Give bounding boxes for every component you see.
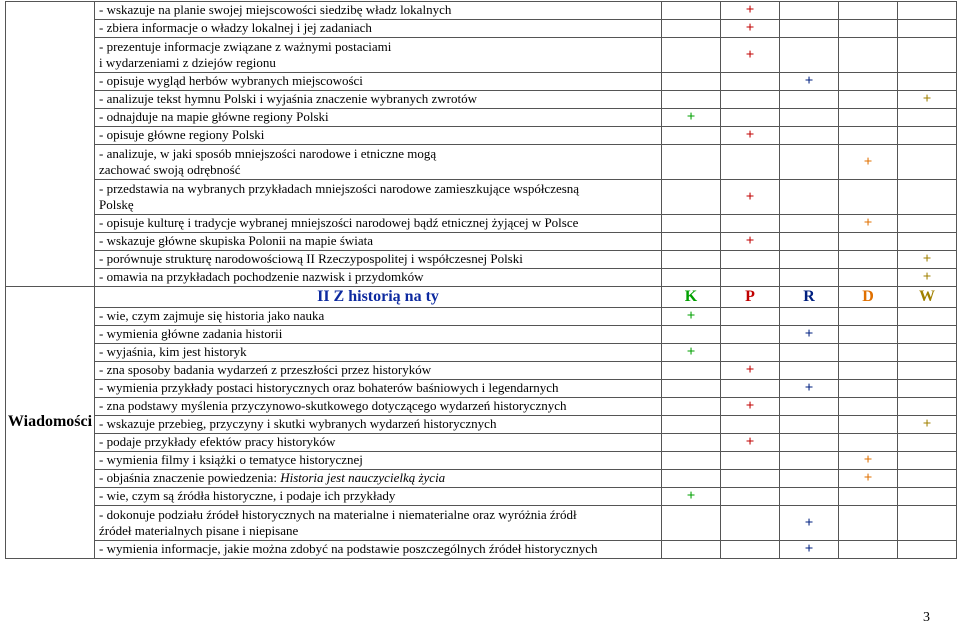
grade-mark-w xyxy=(898,109,957,127)
grade-mark-p xyxy=(721,145,780,180)
grade-mark-d xyxy=(839,541,898,559)
grade-mark-k xyxy=(662,506,721,541)
grade-mark-w: + xyxy=(898,416,957,434)
grade-mark-r xyxy=(780,344,839,362)
grade-mark-r xyxy=(780,398,839,416)
table-row xyxy=(6,2,957,20)
grade-mark-k xyxy=(662,20,721,38)
grade-mark-r xyxy=(780,127,839,145)
grade-mark-d xyxy=(839,326,898,344)
grade-mark-p xyxy=(721,470,780,488)
grade-mark-w xyxy=(898,73,957,91)
grade-mark-w xyxy=(898,434,957,452)
page-number: 3 xyxy=(923,610,930,625)
requirement-text: - analizuje, w jaki sposób mniejszości narodowe i etniczne mogą zachować swoją odrębność xyxy=(95,145,662,180)
grade-mark-d xyxy=(839,20,898,38)
table-row xyxy=(6,416,957,434)
grade-mark-p: + xyxy=(721,2,780,20)
grade-mark-p xyxy=(721,269,780,287)
grade-mark-r xyxy=(780,362,839,380)
grade-mark-w xyxy=(898,344,957,362)
grade-mark-w xyxy=(898,506,957,541)
grade-mark-k xyxy=(662,470,721,488)
requirements-table xyxy=(5,1,957,559)
grade-mark-r: + xyxy=(780,326,839,344)
requirement-text: - wie, czym są źródła historyczne, i podaje ich przykłady xyxy=(95,488,662,506)
section-title: II Z historią na ty xyxy=(95,287,662,308)
grade-mark-d xyxy=(839,488,898,506)
grade-mark-d: + xyxy=(839,452,898,470)
grade-mark-p: + xyxy=(721,127,780,145)
grade-mark-d xyxy=(839,251,898,269)
grade-mark-d xyxy=(839,38,898,73)
requirement-text: - odnajduje na mapie główne regiony Polski xyxy=(95,109,662,127)
grade-header-p: P xyxy=(721,287,780,308)
grade-mark-r xyxy=(780,109,839,127)
table-row xyxy=(6,233,957,251)
table-row xyxy=(6,541,957,559)
grade-mark-r xyxy=(780,91,839,109)
requirement-text: - porównuje strukturę narodowościową II Rzeczypospolitej i współczesnej Polski xyxy=(95,251,662,269)
grade-mark-k xyxy=(662,38,721,73)
grade-mark-d xyxy=(839,73,898,91)
grade-mark-d: + xyxy=(839,470,898,488)
table-row xyxy=(6,470,957,488)
grade-mark-r xyxy=(780,452,839,470)
grade-mark-d xyxy=(839,127,898,145)
table-row xyxy=(6,326,957,344)
grade-mark-r xyxy=(780,233,839,251)
table-row xyxy=(6,269,957,287)
requirement-text: - wskazuje na planie swojej miejscowości siedzibę władz lokalnych xyxy=(95,2,662,20)
requirement-text: - wie, czym zajmuje się historia jako nauka xyxy=(95,308,662,326)
grade-mark-w xyxy=(898,127,957,145)
grade-mark-p xyxy=(721,344,780,362)
grade-mark-d xyxy=(839,233,898,251)
grade-mark-r xyxy=(780,145,839,180)
grade-mark-r xyxy=(780,38,839,73)
grade-mark-r: + xyxy=(780,73,839,91)
grade-mark-d xyxy=(839,269,898,287)
grade-mark-p xyxy=(721,416,780,434)
requirement-text: - omawia na przykładach pochodzenie nazwisk i przydomków xyxy=(95,269,662,287)
table-row xyxy=(6,398,957,416)
grade-mark-w xyxy=(898,398,957,416)
grade-mark-r: + xyxy=(780,541,839,559)
grade-mark-d: + xyxy=(839,215,898,233)
grade-mark-p xyxy=(721,326,780,344)
grade-mark-w xyxy=(898,452,957,470)
grade-mark-p: + xyxy=(721,38,780,73)
grade-mark-k xyxy=(662,434,721,452)
grade-mark-w xyxy=(898,145,957,180)
grade-mark-k: + xyxy=(662,344,721,362)
requirement-text: - zna sposoby badania wydarzeń z przeszłości przez historyków xyxy=(95,362,662,380)
table-row xyxy=(6,434,957,452)
grade-mark-p xyxy=(721,91,780,109)
table-row xyxy=(6,215,957,233)
requirement-text: - prezentuje informacje związane z ważnymi postaciami i wydarzeniami z dziejów regionu xyxy=(95,38,662,73)
grade-mark-d xyxy=(839,380,898,398)
requirement-text: - wskazuje przebieg, przyczyny i skutki wybranych wydarzeń historycznych xyxy=(95,416,662,434)
grade-mark-p: + xyxy=(721,20,780,38)
requirement-text: - podaje przykłady efektów pracy historyków xyxy=(95,434,662,452)
grade-mark-k xyxy=(662,416,721,434)
requirement-text: - wyjaśnia, kim jest historyk xyxy=(95,344,662,362)
requirement-text: - wymienia przykłady postaci historycznych oraz bohaterów baśniowych i legendarnych xyxy=(95,380,662,398)
grade-mark-w xyxy=(898,541,957,559)
grade-mark-d xyxy=(839,398,898,416)
table-row xyxy=(6,308,957,326)
requirement-text: - opisuje wygląd herbów wybranych miejscowości xyxy=(95,73,662,91)
grade-mark-r: + xyxy=(780,380,839,398)
grade-mark-k xyxy=(662,2,721,20)
table-row xyxy=(6,506,957,541)
grade-mark-r xyxy=(780,308,839,326)
grade-mark-r xyxy=(780,488,839,506)
requirement-text: - wymienia główne zadania historii xyxy=(95,326,662,344)
grade-mark-p xyxy=(721,109,780,127)
grade-mark-d xyxy=(839,434,898,452)
grade-mark-k xyxy=(662,269,721,287)
grade-mark-w xyxy=(898,488,957,506)
grade-mark-p xyxy=(721,73,780,91)
section-header-row xyxy=(6,287,957,308)
grade-mark-d xyxy=(839,180,898,215)
grade-mark-k xyxy=(662,233,721,251)
table-row xyxy=(6,452,957,470)
grade-mark-k xyxy=(662,398,721,416)
grade-mark-d: + xyxy=(839,145,898,180)
requirement-text: - dokonuje podziału źródeł historycznych na materialne i niematerialne oraz wyróżnia źródł źródeł materialnych pisane i niepisane xyxy=(95,506,662,541)
grade-mark-k xyxy=(662,145,721,180)
side-cell-empty xyxy=(6,2,95,287)
grade-mark-k xyxy=(662,452,721,470)
requirement-text: - opisuje główne regiony Polski xyxy=(95,127,662,145)
table-row xyxy=(6,91,957,109)
table-row xyxy=(6,180,957,215)
grade-mark-w: + xyxy=(898,269,957,287)
grade-mark-d xyxy=(839,506,898,541)
table-row xyxy=(6,362,957,380)
grade-mark-p xyxy=(721,308,780,326)
grade-mark-p xyxy=(721,251,780,269)
grade-mark-r xyxy=(780,269,839,287)
grade-mark-r xyxy=(780,416,839,434)
grade-mark-d xyxy=(839,91,898,109)
grade-mark-w xyxy=(898,215,957,233)
grade-header-w: W xyxy=(898,287,957,308)
grade-mark-k xyxy=(662,380,721,398)
grade-mark-k: + xyxy=(662,308,721,326)
table-row xyxy=(6,380,957,398)
table-row xyxy=(6,38,957,73)
grade-mark-r xyxy=(780,180,839,215)
table-row xyxy=(6,127,957,145)
grade-mark-p xyxy=(721,541,780,559)
grade-mark-w xyxy=(898,20,957,38)
table-row xyxy=(6,20,957,38)
grade-mark-d xyxy=(839,362,898,380)
requirement-text: - opisuje kulturę i tradycje wybranej mniejszości narodowej bądź etnicznej żyjącej w Polsce xyxy=(95,215,662,233)
grade-mark-r xyxy=(780,470,839,488)
grade-header-d: D xyxy=(839,287,898,308)
grade-mark-w xyxy=(898,326,957,344)
grade-mark-k xyxy=(662,326,721,344)
grade-mark-r xyxy=(780,20,839,38)
grade-mark-p: + xyxy=(721,398,780,416)
grade-header-r: R xyxy=(780,287,839,308)
table-row xyxy=(6,145,957,180)
grade-mark-k xyxy=(662,127,721,145)
grade-mark-r xyxy=(780,215,839,233)
grade-mark-d xyxy=(839,2,898,20)
grade-mark-p xyxy=(721,215,780,233)
requirement-text: - wskazuje główne skupiska Polonii na mapie świata xyxy=(95,233,662,251)
grade-mark-w xyxy=(898,180,957,215)
grade-mark-k xyxy=(662,91,721,109)
grade-header-k: K xyxy=(662,287,721,308)
grade-mark-w xyxy=(898,380,957,398)
grade-mark-r xyxy=(780,434,839,452)
grade-mark-p xyxy=(721,506,780,541)
grade-mark-r xyxy=(780,251,839,269)
requirement-text: - zna podstawy myślenia przyczynowo-skutkowego dotyczącego wydarzeń historycznych xyxy=(95,398,662,416)
requirement-text: - wymienia filmy i książki o tematyce historycznej xyxy=(95,452,662,470)
grade-mark-p: + xyxy=(721,434,780,452)
grade-mark-w xyxy=(898,2,957,20)
grade-mark-d xyxy=(839,308,898,326)
grade-mark-p: + xyxy=(721,362,780,380)
grade-mark-w xyxy=(898,470,957,488)
requirement-text: - przedstawia na wybranych przykładach mniejszości narodowe zamieszkujące współczesną Polskę xyxy=(95,180,662,215)
grade-mark-k xyxy=(662,362,721,380)
table-row xyxy=(6,488,957,506)
grade-mark-w xyxy=(898,233,957,251)
grade-mark-r: + xyxy=(780,506,839,541)
grade-mark-k xyxy=(662,215,721,233)
grade-mark-k xyxy=(662,180,721,215)
grade-mark-k xyxy=(662,251,721,269)
grade-mark-d xyxy=(839,109,898,127)
grade-mark-r xyxy=(780,2,839,20)
table-row xyxy=(6,109,957,127)
grade-mark-k: + xyxy=(662,109,721,127)
grade-mark-w: + xyxy=(898,251,957,269)
requirement-text: - zbiera informacje o władzy lokalnej i jej zadaniach xyxy=(95,20,662,38)
grade-mark-w xyxy=(898,362,957,380)
table-row xyxy=(6,344,957,362)
grade-mark-p: + xyxy=(721,180,780,215)
grade-mark-p xyxy=(721,452,780,470)
grade-mark-k xyxy=(662,73,721,91)
grade-mark-w xyxy=(898,38,957,73)
grade-mark-k: + xyxy=(662,488,721,506)
grade-mark-d xyxy=(839,416,898,434)
table-row xyxy=(6,251,957,269)
requirement-text: - analizuje tekst hymnu Polski i wyjaśnia znaczenie wybranych zwrotów xyxy=(95,91,662,109)
category-label: Wiadomości xyxy=(6,287,95,559)
grade-mark-k xyxy=(662,541,721,559)
requirement-text: - objaśnia znaczenie powiedzenia: Historia jest nauczycielką życia xyxy=(95,470,662,488)
grade-mark-p xyxy=(721,488,780,506)
table-row xyxy=(6,73,957,91)
grade-mark-d xyxy=(839,344,898,362)
grade-mark-w xyxy=(898,308,957,326)
grade-mark-p: + xyxy=(721,233,780,251)
requirement-text: - wymienia informacje, jakie można zdobyć na podstawie poszczególnych źródeł historycznych xyxy=(95,541,662,559)
grade-mark-w: + xyxy=(898,91,957,109)
grade-mark-p xyxy=(721,380,780,398)
